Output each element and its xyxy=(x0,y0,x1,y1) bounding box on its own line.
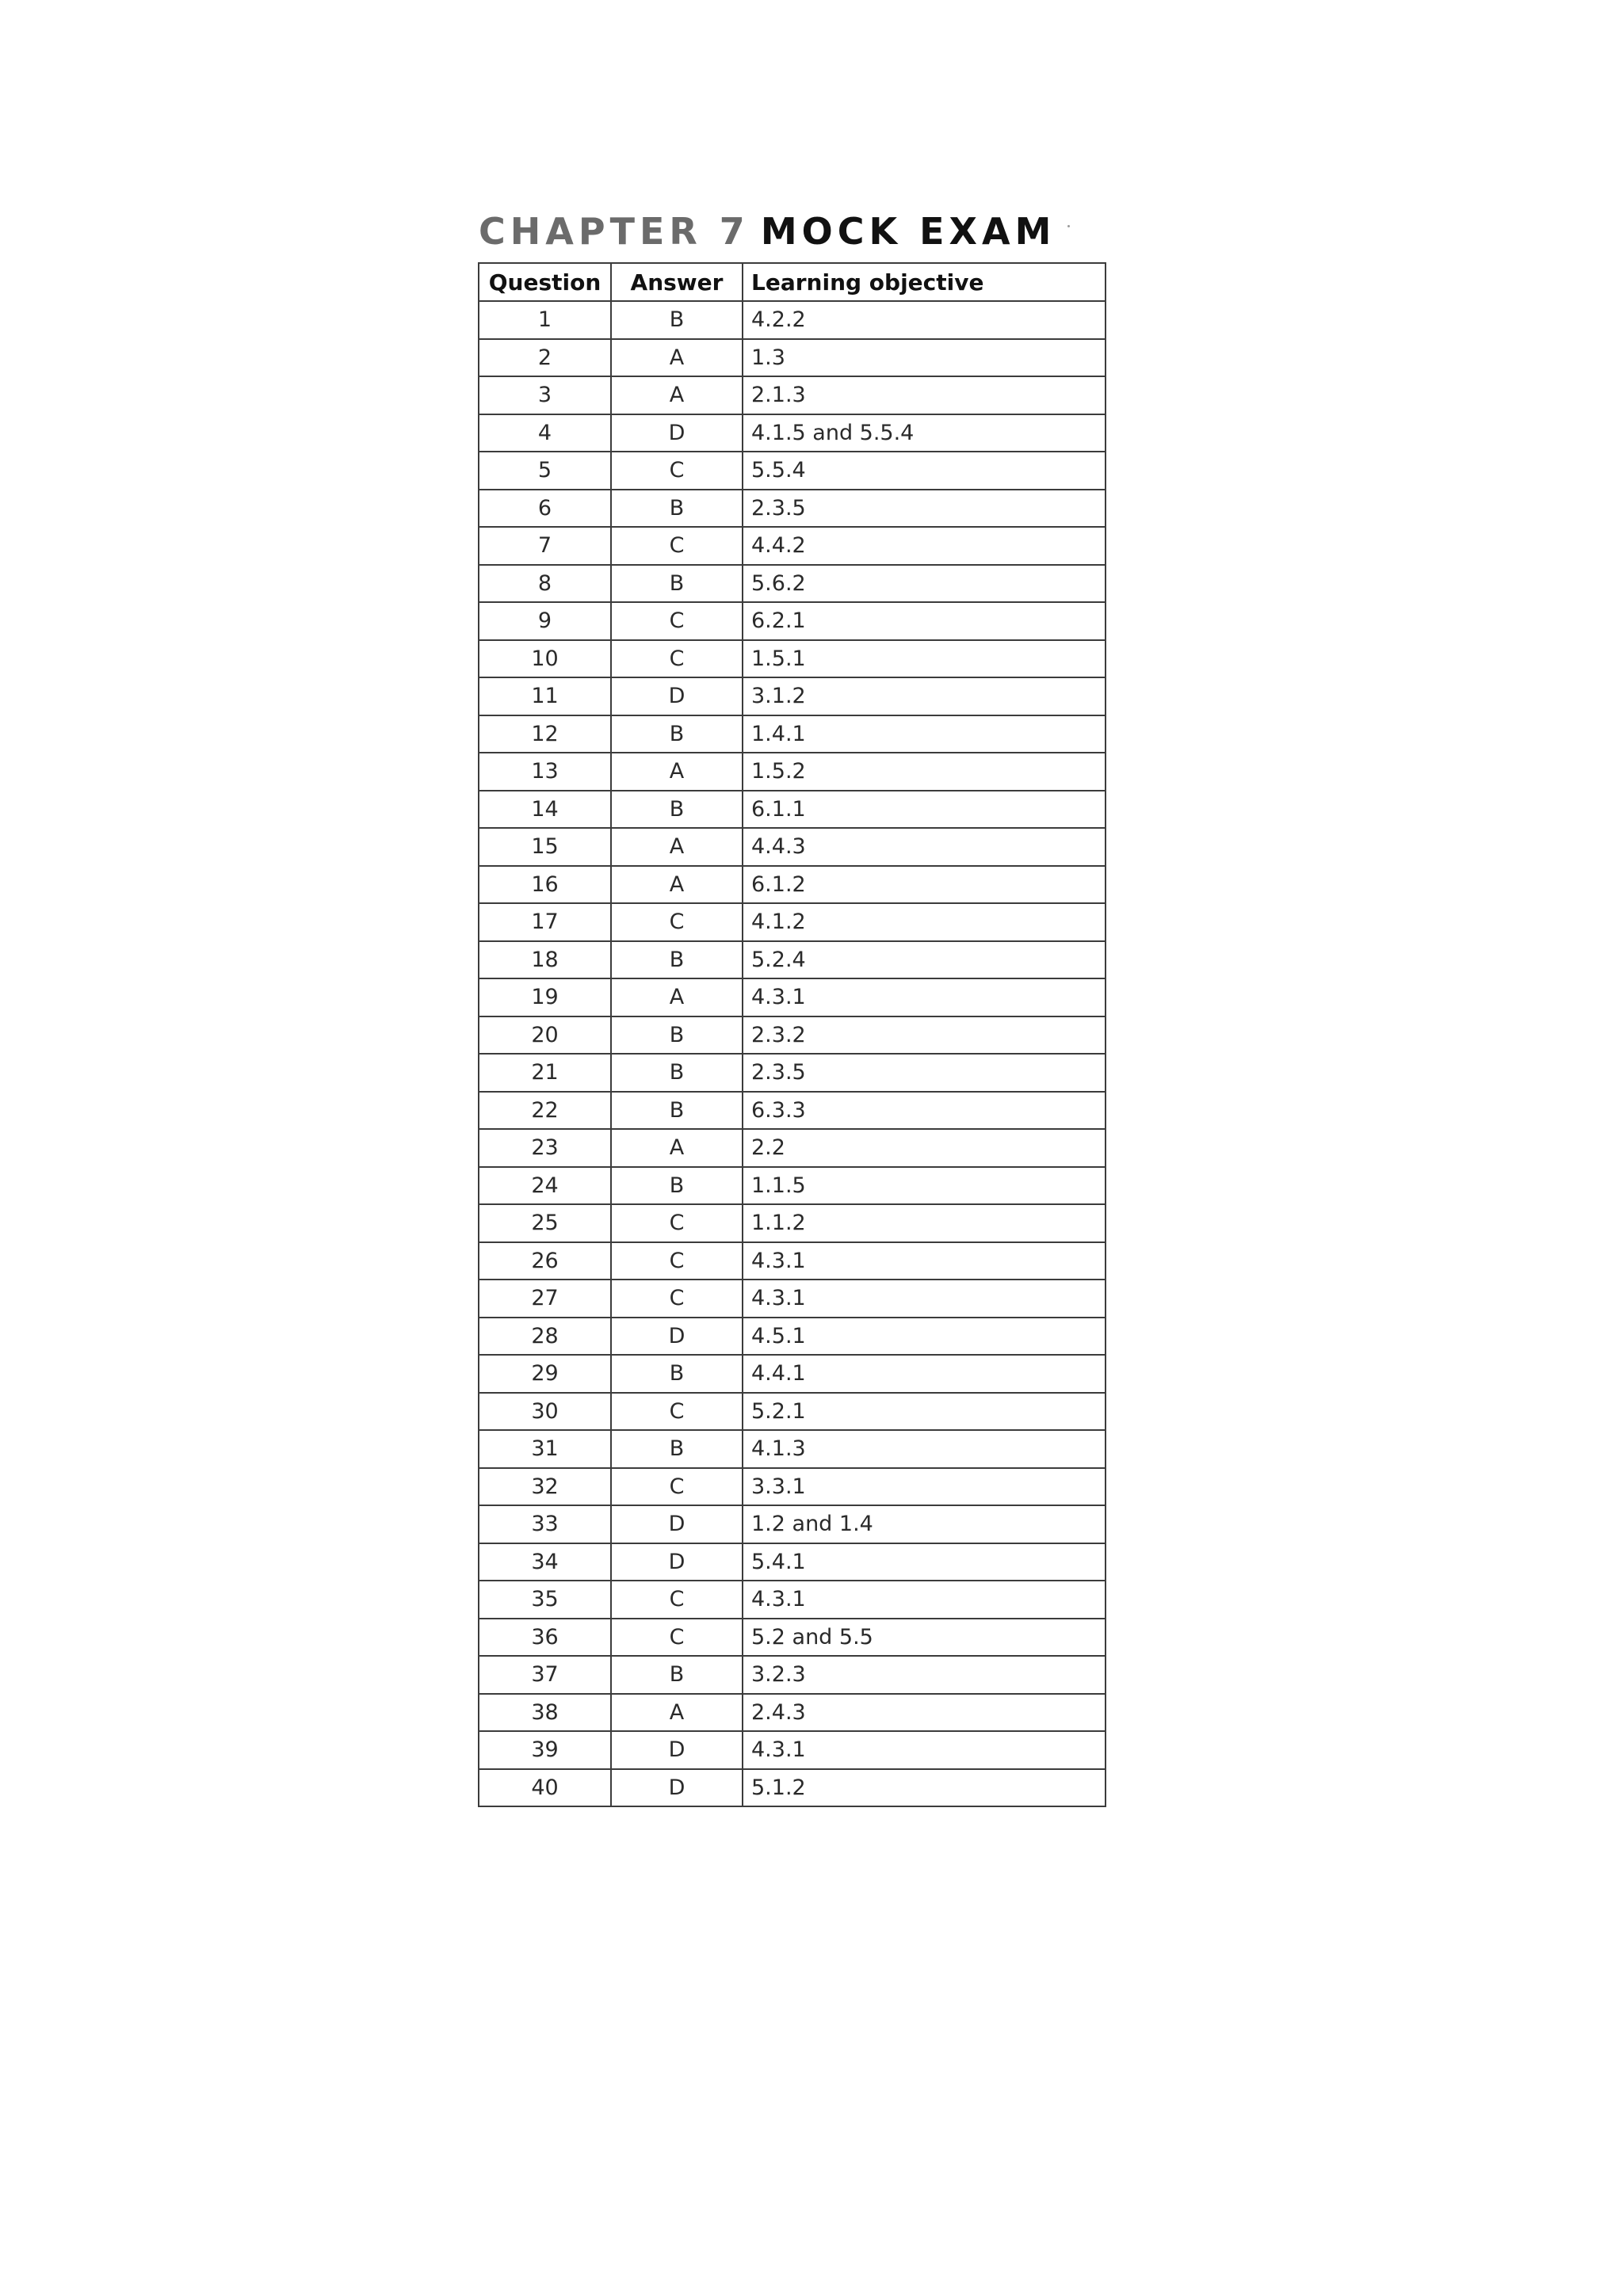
answer-cell: A xyxy=(611,753,743,791)
question-number-cell: 4 xyxy=(479,414,611,452)
learning-objective-cell: 5.5.4 xyxy=(743,452,1106,490)
answer-cell: B xyxy=(611,1430,743,1468)
table-row xyxy=(479,1694,1106,1732)
table-row xyxy=(479,1129,1106,1167)
table-row xyxy=(479,1242,1106,1280)
header-learning-objective: Learning objective xyxy=(743,263,1106,301)
table-row xyxy=(479,1393,1106,1431)
learning-objective-cell: 4.1.5 and 5.5.4 xyxy=(743,414,1106,452)
table-row xyxy=(479,903,1106,941)
learning-objective-cell: 6.2.1 xyxy=(743,602,1106,640)
answer-cell: B xyxy=(611,301,743,339)
question-number-cell: 6 xyxy=(479,490,611,528)
question-number-cell: 37 xyxy=(479,1656,611,1694)
answer-cell: B xyxy=(611,1092,743,1130)
answer-cell: B xyxy=(611,1167,743,1205)
question-number-cell: 21 xyxy=(479,1054,611,1092)
question-number-cell: 25 xyxy=(479,1204,611,1242)
answer-cell: C xyxy=(611,1468,743,1506)
learning-objective-cell: 5.2 and 5.5 xyxy=(743,1619,1106,1657)
answer-cell: A xyxy=(611,866,743,904)
question-number-cell: 32 xyxy=(479,1468,611,1506)
question-number-cell: 23 xyxy=(479,1129,611,1167)
stray-mark xyxy=(1067,225,1070,227)
question-number-cell: 15 xyxy=(479,828,611,866)
table-row xyxy=(479,1505,1106,1543)
learning-objective-cell: 6.1.2 xyxy=(743,866,1106,904)
answer-cell: A xyxy=(611,1129,743,1167)
answer-cell: A xyxy=(611,1694,743,1732)
answer-cell: D xyxy=(611,1505,743,1543)
learning-objective-cell: 1.1.2 xyxy=(743,1204,1106,1242)
answer-cell: C xyxy=(611,527,743,565)
question-number-cell: 28 xyxy=(479,1318,611,1356)
learning-objective-cell: 4.4.2 xyxy=(743,527,1106,565)
table-row xyxy=(479,1543,1106,1581)
question-number-cell: 35 xyxy=(479,1581,611,1619)
question-number-cell: 5 xyxy=(479,452,611,490)
table-row xyxy=(479,1167,1106,1205)
answer-cell: B xyxy=(611,1054,743,1092)
question-number-cell: 38 xyxy=(479,1694,611,1732)
answer-cell: C xyxy=(611,602,743,640)
question-number-cell: 24 xyxy=(479,1167,611,1205)
table-row xyxy=(479,1619,1106,1657)
exam-title: MOCK EXAM xyxy=(760,210,1056,253)
question-number-cell: 12 xyxy=(479,715,611,753)
answer-key-table xyxy=(478,262,1106,1807)
learning-objective-cell: 1.4.1 xyxy=(743,715,1106,753)
table-row xyxy=(479,339,1106,377)
answer-cell: C xyxy=(611,640,743,678)
question-number-cell: 14 xyxy=(479,791,611,829)
question-number-cell: 9 xyxy=(479,602,611,640)
learning-objective-cell: 3.3.1 xyxy=(743,1468,1106,1506)
learning-objective-cell: 1.3 xyxy=(743,339,1106,377)
learning-objective-cell: 6.3.3 xyxy=(743,1092,1106,1130)
question-number-cell: 36 xyxy=(479,1619,611,1657)
learning-objective-cell: 5.4.1 xyxy=(743,1543,1106,1581)
learning-objective-cell: 4.4.1 xyxy=(743,1355,1106,1393)
table-row xyxy=(479,1355,1106,1393)
answer-cell: C xyxy=(611,1581,743,1619)
learning-objective-cell: 4.5.1 xyxy=(743,1318,1106,1356)
table-row xyxy=(479,414,1106,452)
question-number-cell: 8 xyxy=(479,565,611,603)
question-number-cell: 2 xyxy=(479,339,611,377)
question-number-cell: 33 xyxy=(479,1505,611,1543)
question-number-cell: 22 xyxy=(479,1092,611,1130)
answer-cell: C xyxy=(611,1204,743,1242)
table-row xyxy=(479,1656,1106,1694)
table-row xyxy=(479,1430,1106,1468)
table-body xyxy=(479,301,1106,1806)
learning-objective-cell: 4.1.3 xyxy=(743,1430,1106,1468)
question-number-cell: 3 xyxy=(479,376,611,414)
table-row xyxy=(479,1092,1106,1130)
table-row xyxy=(479,1054,1106,1092)
table-header xyxy=(479,263,1106,301)
question-number-cell: 1 xyxy=(479,301,611,339)
answer-cell: A xyxy=(611,376,743,414)
question-number-cell: 27 xyxy=(479,1280,611,1318)
learning-objective-cell: 4.2.2 xyxy=(743,301,1106,339)
question-number-cell: 18 xyxy=(479,941,611,979)
learning-objective-cell: 1.2 and 1.4 xyxy=(743,1505,1106,1543)
answer-cell: B xyxy=(611,490,743,528)
learning-objective-cell: 5.1.2 xyxy=(743,1769,1106,1807)
learning-objective-cell: 1.5.2 xyxy=(743,753,1106,791)
answer-cell: B xyxy=(611,1656,743,1694)
answer-cell: B xyxy=(611,941,743,979)
table-row xyxy=(479,866,1106,904)
learning-objective-cell: 6.1.1 xyxy=(743,791,1106,829)
learning-objective-cell: 2.2 xyxy=(743,1129,1106,1167)
learning-objective-cell: 5.2.1 xyxy=(743,1393,1106,1431)
question-number-cell: 31 xyxy=(479,1430,611,1468)
table-row xyxy=(479,791,1106,829)
table-row xyxy=(479,1581,1106,1619)
table-row xyxy=(479,565,1106,603)
answer-cell: A xyxy=(611,339,743,377)
learning-objective-cell: 4.3.1 xyxy=(743,978,1106,1016)
table-row xyxy=(479,1468,1106,1506)
answer-cell: B xyxy=(611,565,743,603)
table-row xyxy=(479,376,1106,414)
question-number-cell: 19 xyxy=(479,978,611,1016)
question-number-cell: 30 xyxy=(479,1393,611,1431)
question-number-cell: 10 xyxy=(479,640,611,678)
answer-cell: C xyxy=(611,903,743,941)
answer-cell: D xyxy=(611,1769,743,1807)
header-question: Question xyxy=(479,263,611,301)
table-row xyxy=(479,1280,1106,1318)
table-row xyxy=(479,753,1106,791)
learning-objective-cell: 2.1.3 xyxy=(743,376,1106,414)
page-title xyxy=(479,208,1056,255)
table-row xyxy=(479,452,1106,490)
learning-objective-cell: 4.3.1 xyxy=(743,1731,1106,1769)
answer-cell: C xyxy=(611,1619,743,1657)
table-row xyxy=(479,490,1106,528)
learning-objective-cell: 3.1.2 xyxy=(743,677,1106,715)
answer-cell: C xyxy=(611,1393,743,1431)
answer-cell: C xyxy=(611,1280,743,1318)
answer-cell: A xyxy=(611,828,743,866)
answer-cell: D xyxy=(611,1318,743,1356)
learning-objective-cell: 4.1.2 xyxy=(743,903,1106,941)
answer-cell: B xyxy=(611,1355,743,1393)
table-row xyxy=(479,1318,1106,1356)
table-row xyxy=(479,640,1106,678)
learning-objective-cell: 2.3.2 xyxy=(743,1016,1106,1055)
answer-cell: B xyxy=(611,1016,743,1055)
question-number-cell: 11 xyxy=(479,677,611,715)
learning-objective-cell: 4.4.3 xyxy=(743,828,1106,866)
answer-cell: D xyxy=(611,677,743,715)
header-row xyxy=(479,263,1106,301)
answer-cell: B xyxy=(611,791,743,829)
table-row xyxy=(479,941,1106,979)
header-answer: Answer xyxy=(611,263,743,301)
answer-cell: B xyxy=(611,715,743,753)
question-number-cell: 34 xyxy=(479,1543,611,1581)
question-number-cell: 16 xyxy=(479,866,611,904)
answer-cell: A xyxy=(611,978,743,1016)
learning-objective-cell: 1.1.5 xyxy=(743,1167,1106,1205)
learning-objective-cell: 5.6.2 xyxy=(743,565,1106,603)
question-number-cell: 26 xyxy=(479,1242,611,1280)
table-row xyxy=(479,1204,1106,1242)
question-number-cell: 40 xyxy=(479,1769,611,1807)
learning-objective-cell: 2.3.5 xyxy=(743,490,1106,528)
question-number-cell: 20 xyxy=(479,1016,611,1055)
learning-objective-cell: 4.3.1 xyxy=(743,1242,1106,1280)
table-row xyxy=(479,301,1106,339)
table-row xyxy=(479,715,1106,753)
table-row xyxy=(479,1016,1106,1055)
learning-objective-cell: 4.3.1 xyxy=(743,1280,1106,1318)
table-row xyxy=(479,527,1106,565)
question-number-cell: 39 xyxy=(479,1731,611,1769)
table-row xyxy=(479,1731,1106,1769)
learning-objective-cell: 1.5.1 xyxy=(743,640,1106,678)
answer-cell: D xyxy=(611,414,743,452)
table-row xyxy=(479,828,1106,866)
chapter-label: CHAPTER 7 xyxy=(479,210,750,253)
answer-cell: D xyxy=(611,1543,743,1581)
learning-objective-cell: 2.4.3 xyxy=(743,1694,1106,1732)
learning-objective-cell: 2.3.5 xyxy=(743,1054,1106,1092)
learning-objective-cell: 5.2.4 xyxy=(743,941,1106,979)
table-row xyxy=(479,978,1106,1016)
table-row xyxy=(479,602,1106,640)
table-row xyxy=(479,1769,1106,1807)
question-number-cell: 29 xyxy=(479,1355,611,1393)
table-row xyxy=(479,677,1106,715)
learning-objective-cell: 3.2.3 xyxy=(743,1656,1106,1694)
answer-cell: C xyxy=(611,452,743,490)
question-number-cell: 13 xyxy=(479,753,611,791)
answer-cell: C xyxy=(611,1242,743,1280)
learning-objective-cell: 4.3.1 xyxy=(743,1581,1106,1619)
question-number-cell: 17 xyxy=(479,903,611,941)
question-number-cell: 7 xyxy=(479,527,611,565)
answer-cell: D xyxy=(611,1731,743,1769)
